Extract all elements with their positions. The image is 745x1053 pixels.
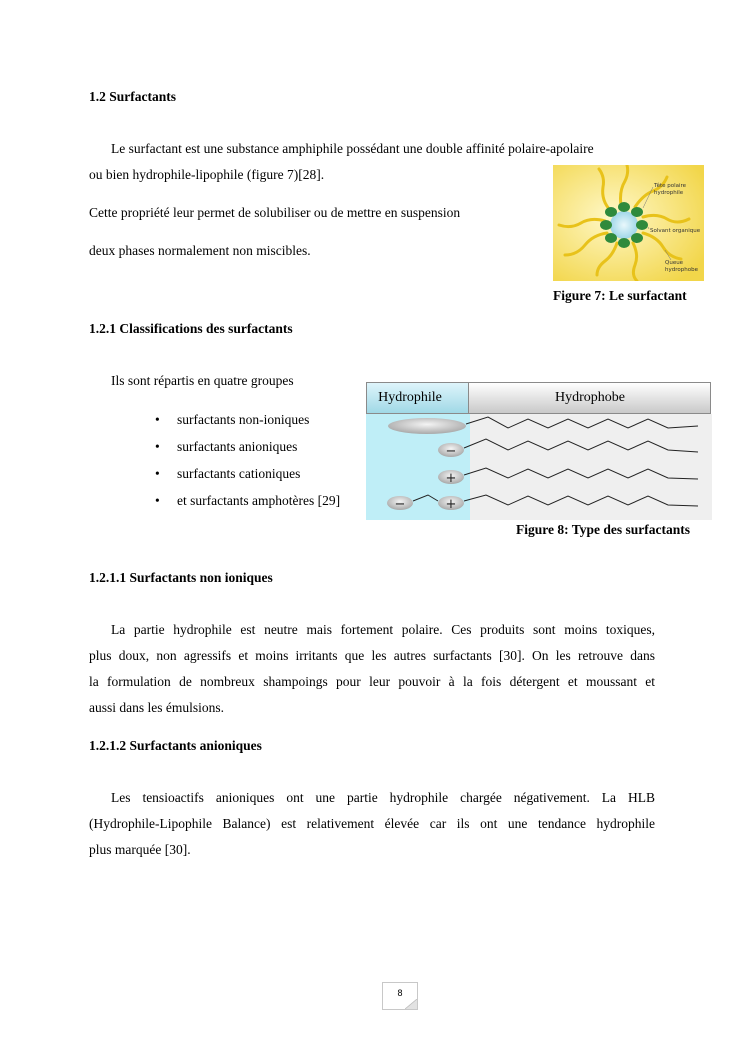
bullet-icon: • [155,466,160,481]
paragraph-line: plus marquée [30]. [89,842,191,857]
paragraph-line: La partie hydrophile est neutre mais fortement polaire. Ces produits sont moins toxiques, [111,622,655,637]
paragraph-line: Le surfactant est une substance amphiphile possédant une double affinité polaire-apolaire [111,141,594,156]
micelle-illustration [553,165,704,281]
paragraph-line: (Hydrophile-Lipophile Balance) est relativement élevée car ils ont une tendance hydrophile [89,816,655,831]
minus-sign-icon: − [445,444,457,459]
section-heading: 1.2.1 Classifications des surfactants [89,321,293,336]
paragraph-line: ou bien hydrophile-lipophile (figure 7)[28]. [89,167,325,182]
figure-8-surfactant-types [366,382,712,520]
header-hydrophobe: Hydrophobe [555,390,625,405]
bullet-icon: • [155,493,160,508]
anionic-paragraph [89,785,655,863]
paragraph-line: plus doux, non agressifs et moins irritants que les autres surfactants [30]. On les retrouve dans [89,648,655,663]
paragraph-line: Les tensioactifs anioniques ont une partie hydrophile chargée négativement. La HLB [111,790,655,805]
page-number: 8 [397,988,403,998]
nonionic-head [388,418,466,434]
label-head-line2: hydrophile [654,190,684,196]
label-head-line1: Tête polaire [654,183,687,189]
bullet-icon: • [155,412,160,427]
section-heading: 1.2.1.1 Surfactants non ioniques [89,570,273,585]
figure-7-surfactant-image [553,165,704,281]
paragraph-line: deux phases normalement non miscibles. [89,243,311,258]
label-solvent: Solvant organique [650,228,701,234]
surfactant-groups-list: • surfactants non-ioniques • surfactants anioniques • surfactants cationiques • et surfactants amphotères [29] [155,412,341,508]
page-number-box [382,982,418,1010]
page-curl-icon [405,999,417,1009]
section-heading: 1.2 Surfactants [89,89,176,104]
surfactant-types-diagram [366,382,712,520]
plus-sign-icon: + [445,471,457,486]
nonionic-paragraph [89,617,655,721]
label-tail-line1: Queue [665,260,684,266]
plus-sign-icon: + [445,497,457,512]
section-heading: 1.2.1.2 Surfactants anioniques [89,738,262,753]
paragraph-line: Ils sont répartis en quatre groupes [111,373,294,388]
paragraph-line: aussi dans les émulsions. [89,700,224,715]
paragraph-line: Cette propriété leur permet de solubiliser ou de mettre en suspension [89,205,461,220]
bullet-icon: • [155,439,160,454]
header-hydrophile: Hydrophile [378,390,442,405]
figure-7-caption: Figure 7: Le surfactant [553,288,687,303]
figure-8-caption: Figure 8: Type des surfactants [516,522,690,537]
label-tail-line2: hydrophobe [665,267,698,273]
paragraph-line: la formulation de nombreux shampoings pour leur pouvoir à la fois détergent et moussant et [89,674,655,689]
minus-sign-icon: − [394,497,406,512]
